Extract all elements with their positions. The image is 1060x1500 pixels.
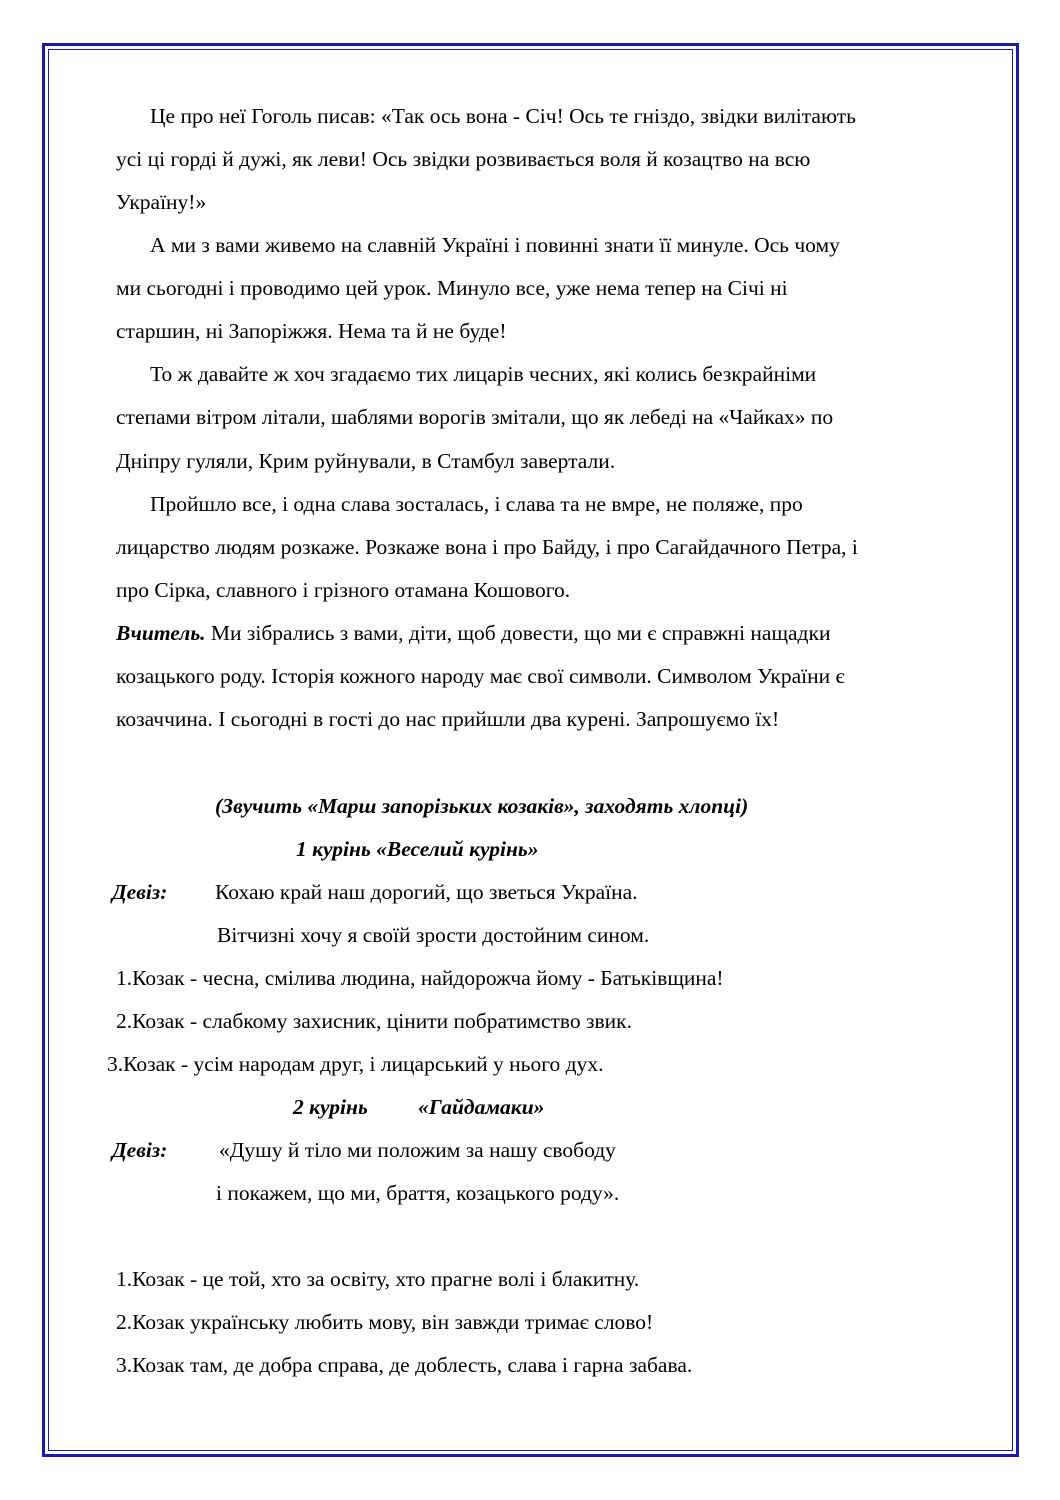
kurin-2-item-3: 3.Козак там, де добра справа, де доблесть, слава і гарна забава. [116,1353,693,1377]
page-border-inner [48,49,1013,1451]
kurin-2-motto-line-1: «Душу й тіло ми положим за нашу свободу [219,1138,616,1162]
kurin-2-item-2: 2.Козак українську любить мову, він завжди тримає слово! [116,1310,654,1334]
paragraph-4-line-2: лицарство людям розкаже. Розкаже вона і про Байду, і про Сагайдачного Петра, і [116,535,858,559]
paragraph-2-line-1: А ми з вами живемо на славній Україні і повинні знати її минуле. Ось чому [150,233,840,257]
kurin-1-motto-line-2: Вітчизні хочу я своїй зрости достойним сином. [217,923,650,947]
kurin-2-title-name: «Гайдамаки» [418,1095,545,1119]
kurin-2-item-1: 1.Козак - це той, хто за освіту, хто прагне волі і блакитну. [116,1267,640,1291]
stage-direction: (Звучить «Марш запорізьких козаків», заходять хлопці) [215,794,749,818]
kurin-1-title: 1 курінь «Веселий курінь» [296,837,539,861]
paragraph-1-line-1: Це про неї Гоголь писав: «Так ось вона - Січ! Ось те гніздо, звідки вилітають [150,104,856,128]
paragraph-2-line-3: старшин, ні Запоріжжя. Нема та й не буде! [116,319,507,343]
paragraph-1-line-3: Україну!» [116,190,207,214]
kurin-1-motto-label: Девіз: [112,880,168,904]
paragraph-4-line-1: Пройшло все, і одна слава зосталась, і слава та не вмре, не поляже, про [150,492,803,516]
teacher-speaker-label: Вчитель. [116,621,206,645]
kurin-2-motto-label: Девіз: [112,1138,168,1162]
teacher-line-1 [116,620,830,646]
kurin-1-item-1: 1.Козак - чесна, смілива людина, найдорожча йому - Батьківщина! [116,966,724,990]
teacher-line-3: козаччина. І сьогодні в гості до нас прийшли два курені. Запрошуємо їх! [116,707,780,731]
kurin-2-title-number: 2 курінь [293,1095,368,1119]
teacher-text-1: Ми зібрались з вами, діти, щоб довести, що ми є справжні нащадки [205,621,831,645]
paragraph-2-line-2: ми сьогодні і проводимо цей урок. Минуло все, уже нема тепер на Січі ні [116,276,788,300]
paragraph-3-line-2: степами вітром літали, шаблями ворогів змітали, що як лебеді на «Чайках» по [116,405,834,429]
kurin-1-item-2: 2.Козак - слабкому захисник, цінити побратимство звик. [116,1009,632,1033]
kurin-2-motto-line-2: і покажем, що ми, браття, козацького роду». [216,1181,620,1205]
kurin-1-item-3: 3.Козак - усім народам друг, і лицарський у нього дух. [107,1052,604,1076]
paragraph-4-line-3: про Сірка, славного і грізного отамана Кошового. [116,578,571,602]
paragraph-3-line-1: То ж давайте ж хоч згадаємо тих лицарів чесних, які колись безкрайніми [150,362,817,386]
paragraph-3-line-3: Дніпру гуляли, Крим руйнували, в Стамбул завертали. [116,449,616,473]
kurin-1-motto-line-1: Кохаю край наш дорогий, що зветься Україна. [215,880,638,904]
teacher-line-2: козацького роду. Історія кожного народу має свої символи. Символом України є [116,664,845,688]
paragraph-1-line-2: усі ці горді й дужі, як леви! Ось звідки розвивається воля й козацтво на всю [116,147,811,171]
